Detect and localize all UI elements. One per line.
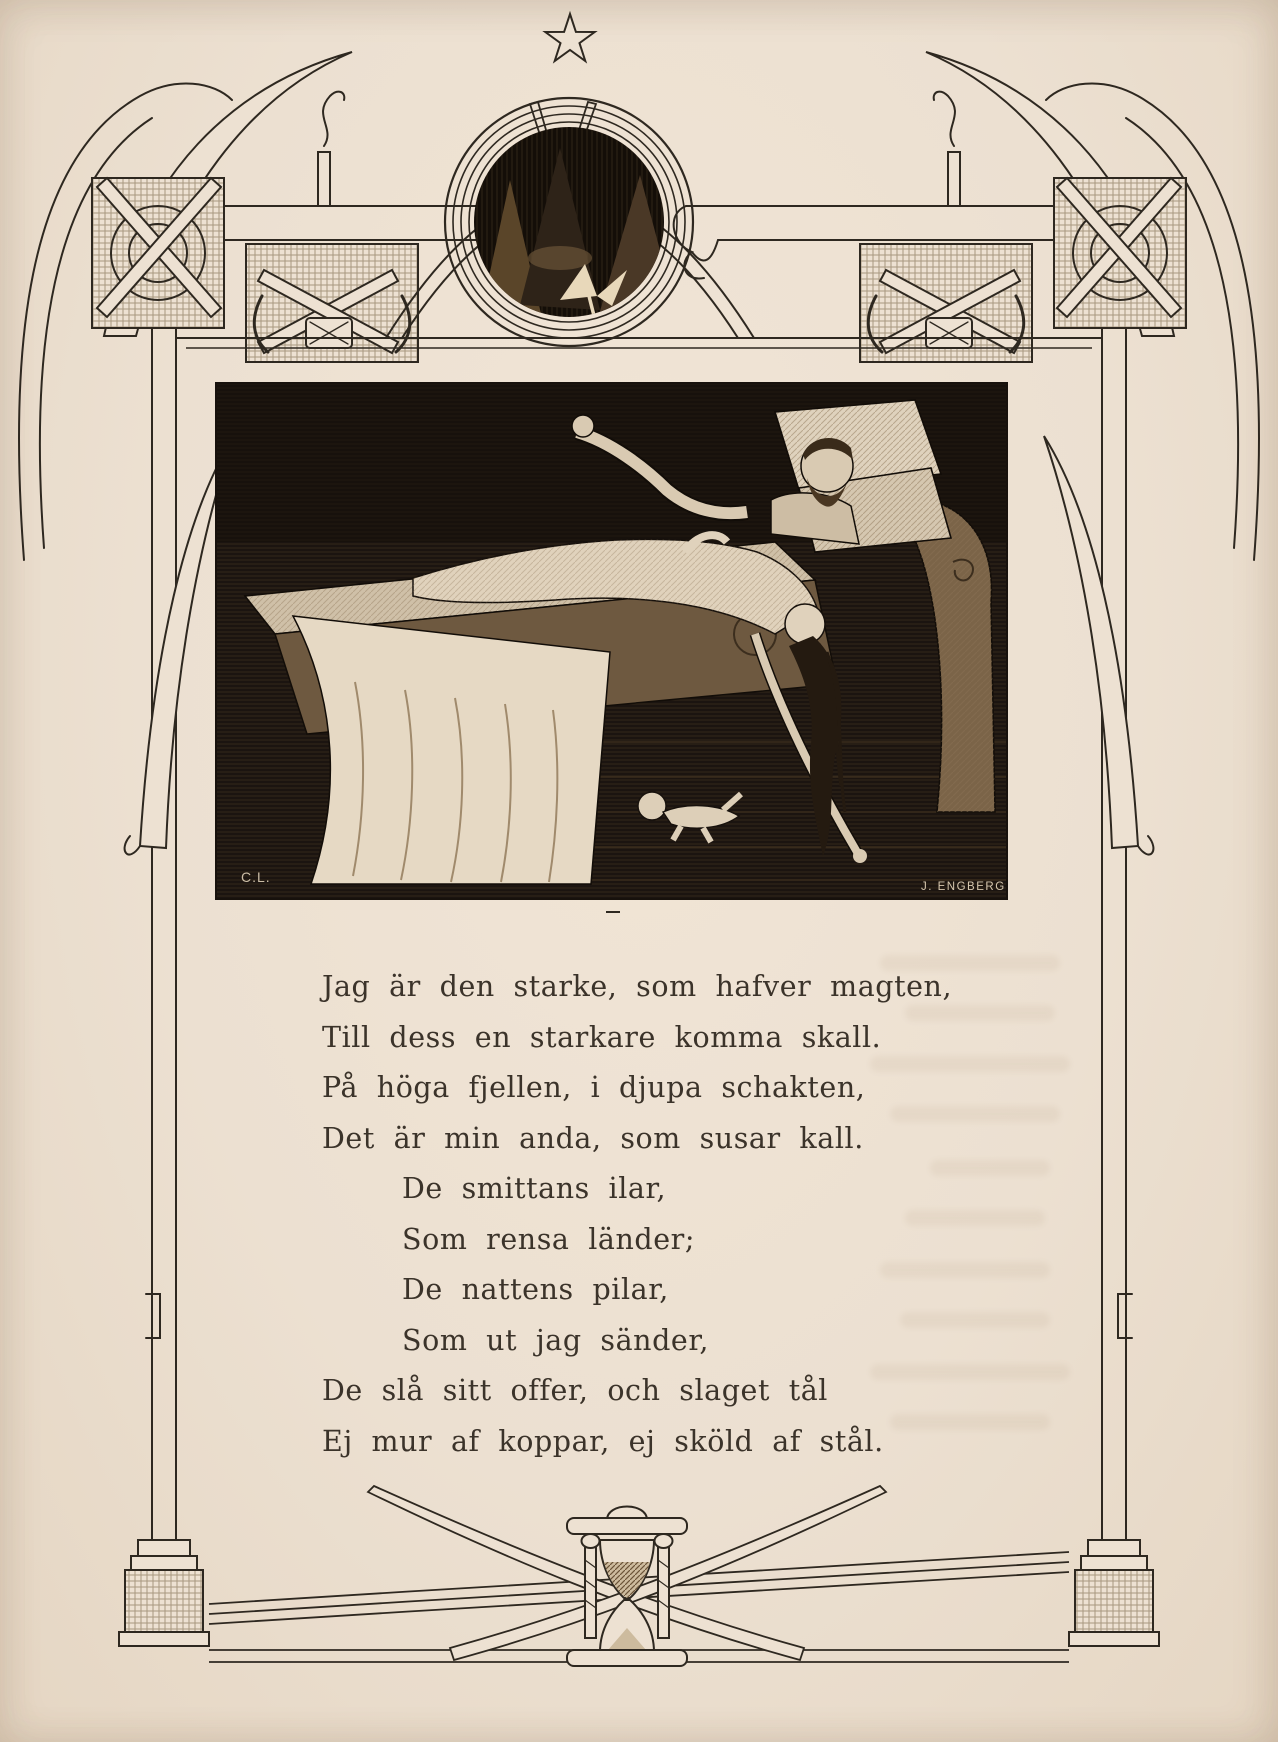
star-icon xyxy=(545,14,594,61)
poem xyxy=(322,962,962,1467)
illustration xyxy=(215,382,1008,900)
poem-line: Det är min anda, som susar kall. xyxy=(322,1121,864,1155)
poem-line: Till dess en starkare komma skall. xyxy=(322,1020,882,1054)
hourglass-icon xyxy=(567,1507,687,1667)
poem-line: De slå sitt offer, och slaget tål xyxy=(322,1374,828,1407)
poem-line: Som ut jag sänder, xyxy=(402,1323,710,1357)
candle-icon xyxy=(318,92,344,206)
poem-line: De smittans ilar, xyxy=(402,1172,667,1205)
engraver-signature: J. ENGBERG xyxy=(921,881,1006,893)
crossed-hammers-panel xyxy=(246,244,418,362)
woman-head xyxy=(785,604,825,644)
drapery xyxy=(293,616,610,884)
artist-monogram: C.L. xyxy=(241,869,271,885)
raised-fist xyxy=(572,415,594,437)
pedestal-foot xyxy=(119,1540,209,1646)
top-medallion xyxy=(445,98,693,346)
drum-icon xyxy=(306,318,352,348)
poem-line: På höga fjellen, i djupa schakten, xyxy=(322,1071,866,1104)
doll-head xyxy=(638,792,666,820)
poem-line: De nattens pilar, xyxy=(402,1273,669,1306)
poem-line: Jag är den starke, som hafver magten, xyxy=(322,970,953,1003)
poem-line: Ej mur af koppar, ej sköld af stål. xyxy=(322,1424,884,1458)
corner-crossed-bars-panel xyxy=(92,178,224,328)
poem-line: Som rensa länder; xyxy=(402,1222,696,1256)
